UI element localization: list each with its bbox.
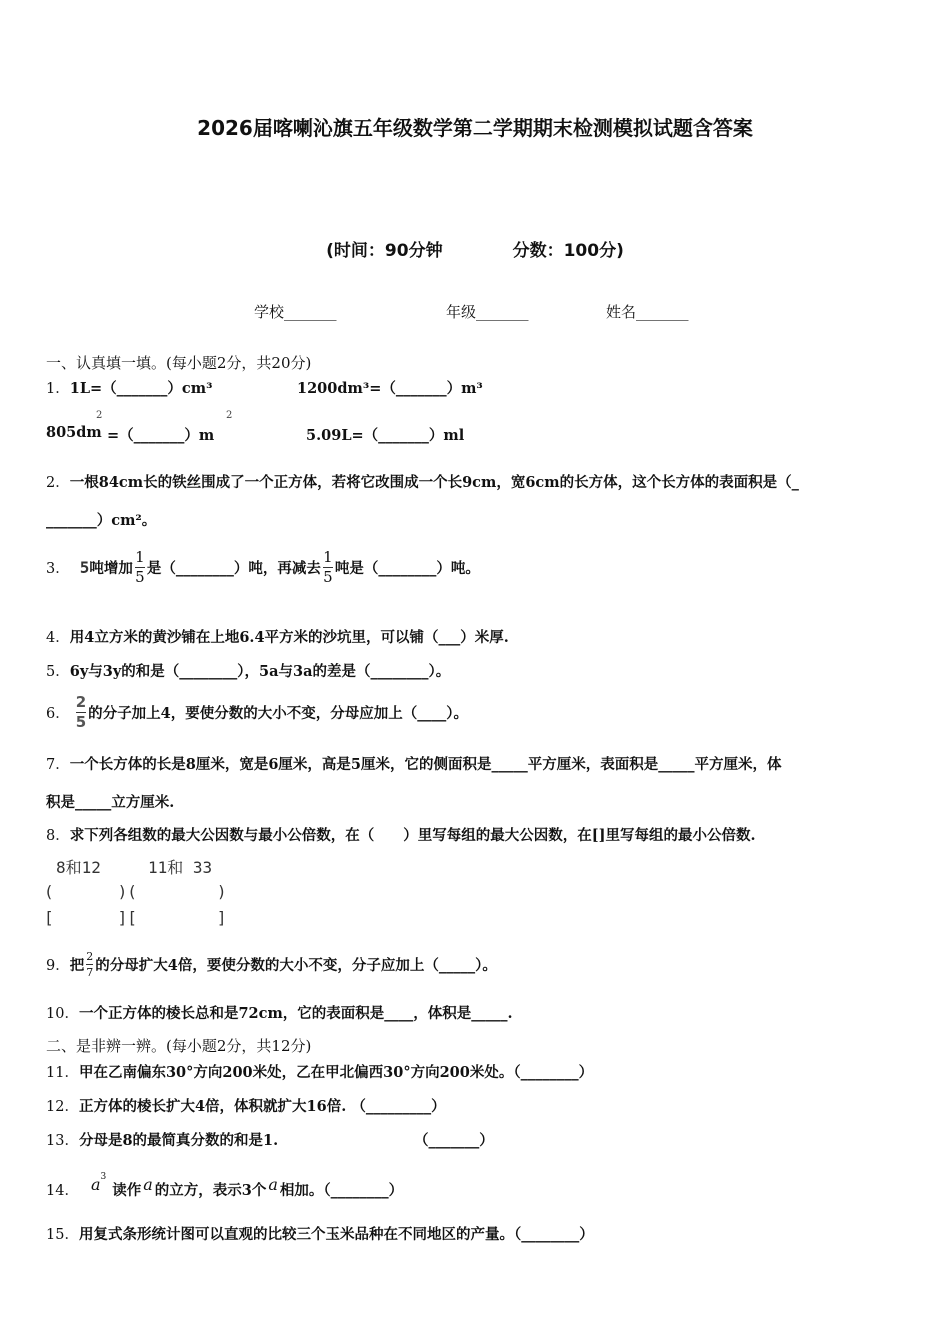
question-7-line-2: 积是_____立方厘米. (46, 794, 175, 811)
question-4 (46, 626, 509, 647)
question-8 (46, 824, 756, 845)
q8-lcm-blanks[interactable]: [ ][ ] (44, 908, 227, 927)
exam-title: 2026届喀喇沁旗五年级数学第二学期期末检测模拟试题含答案 (197, 116, 753, 140)
question-number: 11． (46, 1065, 79, 1081)
question-10 (46, 1002, 513, 1023)
q14-exponent: 3 (100, 1172, 107, 1182)
q9-fraction-denominator: 7 (86, 965, 94, 979)
name-field[interactable]: 姓名_______ (606, 303, 689, 321)
q1-part-b: 1200dm³=（_______）m³ (297, 380, 483, 397)
question-7-line-1 (46, 753, 782, 774)
q13-text: 分母是8的最简真分数的和是1. (78, 1132, 279, 1149)
q5-text: 6y与3y的和是（________），5a与3a的差是（________）。 (69, 663, 451, 680)
q6-text: 的分子加上4，要使分数的大小不变，分母应加上（____）。 (88, 704, 469, 722)
q3-text-1: 吨增加 (89, 559, 133, 577)
question-number: 2． (46, 475, 70, 491)
q14-text-2: 的立方，表示3个 (154, 1182, 267, 1199)
q7-text-1: 一个长方体的长是8厘米，宽是6厘米，高是5厘米，它的侧面积是_____平方厘米，表面积是_____平方厘米，体 (69, 756, 782, 773)
question-number: 8． (46, 828, 70, 844)
question-number: 1． (46, 381, 70, 397)
q15-text: 用复式条形统计图可以直观的比较三个玉米品种在不同地区的产量。（________） (78, 1226, 594, 1243)
question-5 (46, 660, 450, 681)
question-number: 3． (46, 560, 70, 577)
question-number: 12． (46, 1099, 79, 1115)
q1-exponent-2: 2 (226, 410, 233, 421)
q3-number-five: 5 (79, 557, 90, 577)
q9-fraction-numerator: 2 (86, 949, 94, 963)
question-12 (46, 1095, 446, 1116)
q14-variable-a: a (143, 1175, 153, 1194)
q14-text-1: 读作 (112, 1182, 142, 1199)
question-9 (46, 940, 497, 988)
q6-fraction-numerator: 2 (75, 692, 87, 711)
question-2-line-2: _______）cm²。 (46, 512, 157, 529)
q8-group-2: 11和 33 (148, 858, 213, 877)
question-number: 15． (46, 1227, 79, 1243)
q3-fraction-2 (323, 547, 333, 586)
q9-text-1: 把 (69, 956, 85, 974)
school-field[interactable]: 学校_______ (254, 303, 337, 321)
question-15 (46, 1223, 594, 1244)
question-2-line-1 (46, 471, 799, 492)
question-1-row-1 (46, 377, 212, 398)
grade-field[interactable]: 年级_______ (446, 303, 529, 321)
section-2-heading: 二、是非辨一辨。(每小题2分，共12分) (46, 1037, 312, 1055)
q1-part-a: 1L=（_______）cm³ (69, 380, 213, 397)
question-number: 4． (46, 630, 70, 646)
q1-exponent-1: 2 (96, 410, 103, 421)
q3-text-3: 吨是（________）吨。 (334, 559, 480, 577)
q14-variable-a: a (90, 1175, 101, 1194)
question-3 (46, 540, 480, 594)
q1-part-c2: =（_______）m (107, 427, 215, 444)
q14-text-3: 相加。（________） (279, 1182, 404, 1199)
q3-fraction-denominator: 5 (135, 567, 145, 586)
q8-gcd-blanks[interactable]: ( )( ) (44, 882, 227, 901)
question-number: 7． (46, 757, 70, 773)
question-number: 10． (46, 1006, 79, 1022)
question-13 (46, 1129, 278, 1150)
question-11 (46, 1061, 593, 1082)
q4-text: 用4立方米的黄沙铺在上地6.4平方米的沙坑里，可以铺（___）米厚. (69, 629, 509, 646)
q9-text-2: 的分母扩大4倍，要使分数的大小不变，分子应加上（_____）。 (95, 956, 497, 974)
question-number: 5． (46, 664, 70, 680)
section-1-heading: 一、认真填一填。(每小题2分，共20分) (46, 354, 312, 372)
q9-fraction (86, 951, 93, 978)
question-number: 6． (46, 705, 70, 722)
question-14 (46, 1160, 403, 1200)
q3-fraction-denominator: 5 (323, 567, 333, 586)
q12-text: 正方体的棱长扩大4倍，体积就扩大16倍. （_________） (78, 1098, 446, 1115)
q3-fraction-numerator: 1 (135, 547, 145, 566)
q1-part-d: 5.09L=（_______）ml (306, 427, 465, 444)
question-number: 9． (46, 957, 70, 974)
question-6 (46, 688, 468, 736)
q3-fraction-numerator: 1 (323, 547, 333, 566)
q3-fraction-1 (135, 547, 145, 586)
exam-score: 分数：100分) (512, 241, 624, 261)
question-number: 13． (46, 1133, 79, 1149)
q1-part-c1: 805dm (46, 424, 102, 441)
q6-fraction-denominator: 5 (75, 712, 87, 731)
q6-fraction (75, 692, 87, 731)
exam-time: (时间：90分钟 (326, 241, 443, 261)
q10-text: 一个正方体的棱长总和是72cm，它的表面积是____，体积是_____. (78, 1005, 513, 1022)
q2-text-1: 一根84cm长的铁丝围成了一个正方体，若将它改围成一个长9cm，宽6cm的长方体，这个长方体的表面积是（_ (69, 474, 799, 491)
question-number: 14． (46, 1183, 79, 1199)
q14-variable-a: a (268, 1175, 278, 1194)
q8-group-1: 8和12 (56, 858, 101, 877)
q13-answer-blank[interactable]: （_______） (414, 1132, 494, 1149)
q8-text: 求下列各组数的最大公因数与最小公倍数，在（ ）里写每组的最大公因数，在[]里写每组的最小公倍数. (69, 827, 756, 844)
q3-text-2: 是（________）吨，再减去 (146, 559, 321, 577)
exam-subtitle (0, 236, 950, 261)
q11-text: 甲在乙南偏东30°方向200米处，乙在甲北偏西30°方向200米处。（________） (78, 1064, 594, 1081)
